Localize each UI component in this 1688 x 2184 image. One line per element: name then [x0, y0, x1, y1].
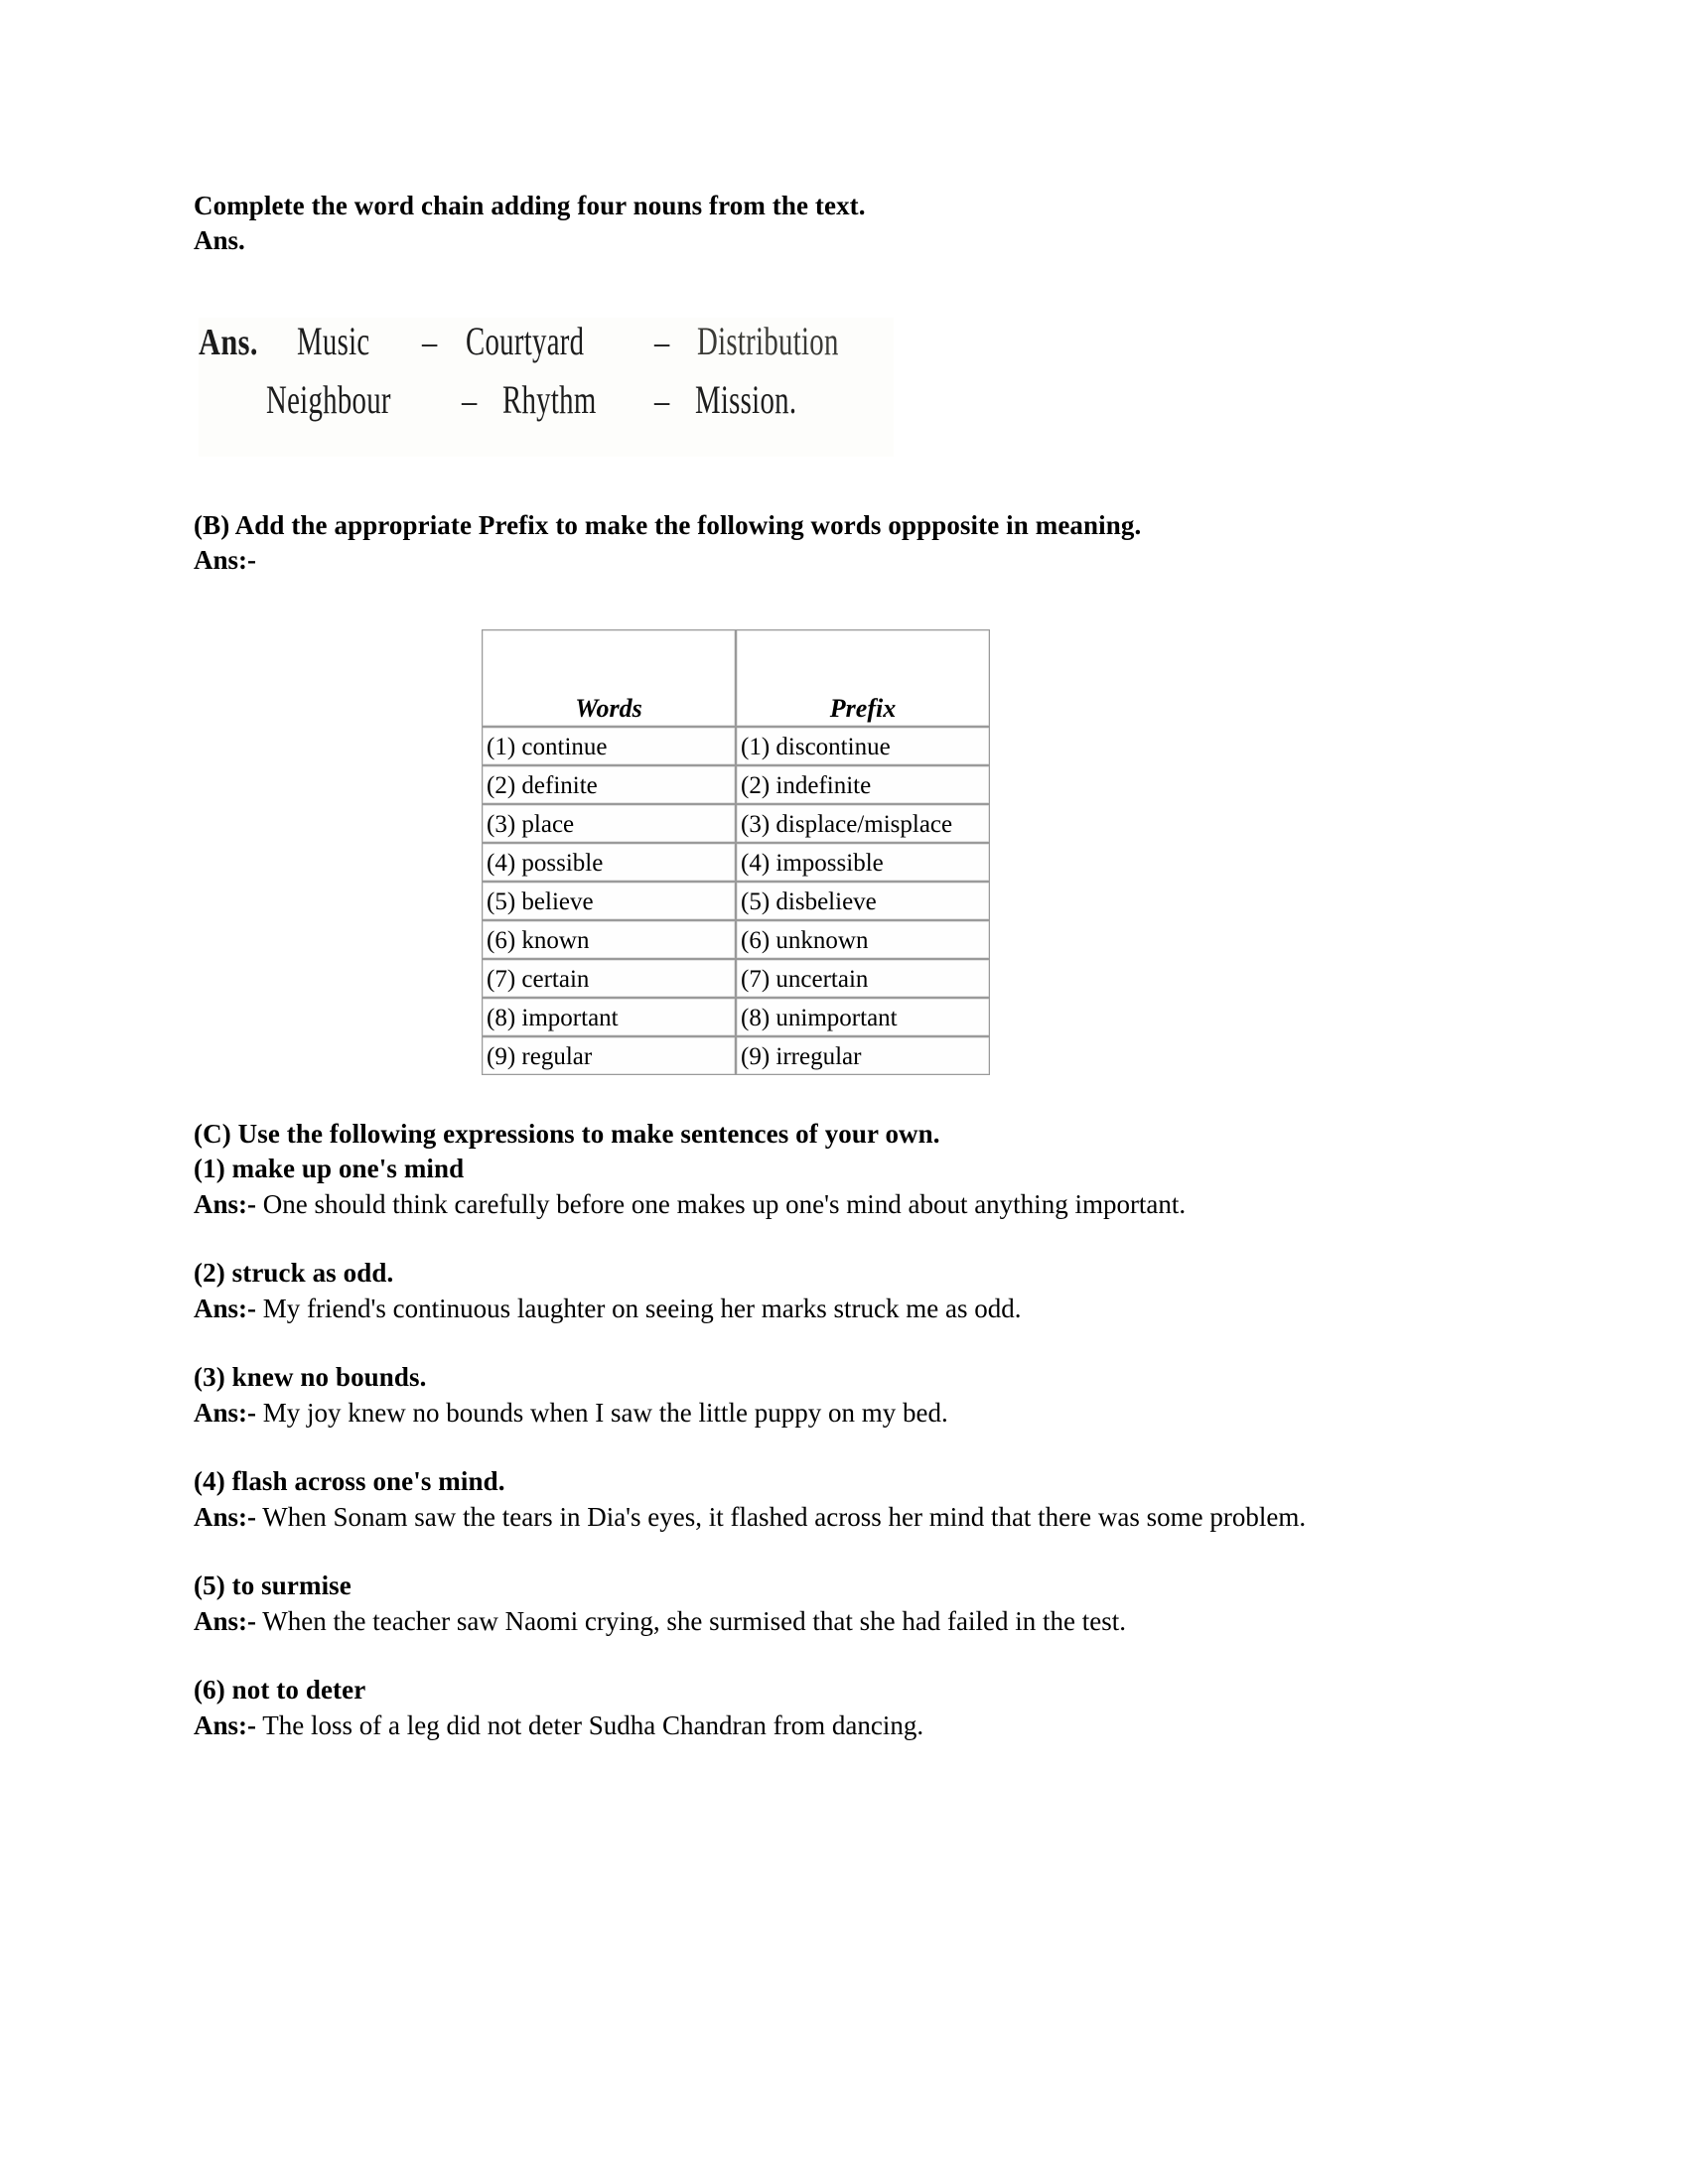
- column-header-prefix: Prefix: [736, 629, 990, 727]
- column-header-words: Words: [482, 629, 736, 727]
- section-c-heading: (C) Use the following expressions to make sentences of your own.: [194, 1119, 940, 1150]
- spacer: [194, 1639, 1484, 1673]
- scanned-answer-line-1: [199, 318, 894, 364]
- scan-separator-icon: –: [422, 322, 438, 364]
- table-row: [482, 959, 990, 998]
- expression-item: [194, 1569, 1484, 1639]
- table-row: [482, 920, 990, 959]
- prefix-table: [482, 629, 990, 1075]
- expression-answer: [194, 1396, 1484, 1432]
- section-c: [194, 1117, 1484, 1743]
- expression-answer: [194, 1500, 1484, 1536]
- cell-prefix: (6) unknown: [736, 920, 990, 959]
- ans-label: Ans:-: [194, 1293, 257, 1323]
- cell-prefix: (4) impossible: [736, 843, 990, 882]
- cell-prefix: (8) unimportant: [736, 998, 990, 1036]
- cell-word: (8) important: [482, 998, 736, 1036]
- section-b: [194, 508, 1484, 1075]
- cell-word: (5) believe: [482, 882, 736, 920]
- document-content: [194, 189, 1484, 1743]
- scanned-ans-label: Ans.: [199, 322, 258, 364]
- expression-item: [194, 1256, 1484, 1326]
- expression-prompt: (3) knew no bounds.: [194, 1362, 427, 1393]
- table-row: [482, 843, 990, 882]
- answer-text: One should think carefully before one makes up one's mind about anything important.: [262, 1188, 1187, 1219]
- ans-label: Ans:-: [194, 1188, 257, 1219]
- section-b-heading: (B) Add the appropriate Prefix to make the following words oppposite in meaning.: [194, 510, 1142, 541]
- spacer: [194, 1535, 1484, 1569]
- prefix-table-wrapper: [482, 629, 1484, 1075]
- scanned-noun-mission: Mission.: [695, 377, 797, 423]
- section-b-ans-label: Ans:-: [194, 545, 257, 576]
- section-a-question: Complete the word chain adding four nouns from the text.: [194, 191, 866, 220]
- expression-prompt: (2) struck as odd.: [194, 1258, 394, 1289]
- spacer: [194, 1431, 1484, 1464]
- expression-answer: [194, 1604, 1484, 1640]
- cell-word: (4) possible: [482, 843, 736, 882]
- scanned-noun-distribution: Distribution: [696, 319, 839, 364]
- scanned-noun-music: Music: [297, 319, 370, 364]
- expression-item: [194, 1464, 1484, 1535]
- expression-prompt: (5) to surmise: [194, 1570, 352, 1601]
- expression-answer: [194, 1292, 1484, 1327]
- table-row: [482, 804, 990, 843]
- table-header-row: [482, 629, 990, 727]
- scan-separator-icon: –: [653, 322, 669, 364]
- table-row: [482, 882, 990, 920]
- answer-text: The loss of a leg did not deter Sudha Chandran from dancing.: [262, 1709, 924, 1740]
- cell-prefix: (3) displace/misplace: [736, 804, 990, 843]
- cell-word: (3) place: [482, 804, 736, 843]
- cell-prefix: (2) indefinite: [736, 765, 990, 804]
- expression-prompt: (6) not to deter: [194, 1675, 366, 1706]
- table-row: [482, 998, 990, 1036]
- scan-separator-icon: –: [654, 380, 670, 423]
- scanned-noun-neighbour: Neighbour: [266, 377, 391, 423]
- ans-label: Ans:-: [194, 1397, 257, 1428]
- ans-label: Ans:-: [194, 1501, 257, 1532]
- expression-prompt: (4) flash across one's mind.: [194, 1466, 505, 1497]
- expression-prompt: (1) make up one's mind: [194, 1154, 465, 1184]
- answer-text: My friend's continuous laughter on seeing her marks struck me as odd.: [262, 1293, 1022, 1323]
- section-a: [194, 189, 1484, 457]
- cell-word: (6) known: [482, 920, 736, 959]
- answer-text: When the teacher saw Naomi crying, she surmised that she had failed in the test.: [262, 1605, 1127, 1636]
- scanned-noun-courtyard: Courtyard: [465, 319, 584, 364]
- section-a-ans-label: Ans.: [194, 225, 245, 256]
- scanned-answer-image: [199, 318, 894, 457]
- scan-separator-icon: –: [461, 380, 477, 423]
- expression-item: [194, 1673, 1484, 1743]
- answer-text: My joy knew no bounds when I saw the little puppy on my bed.: [262, 1397, 948, 1428]
- cell-prefix: (7) uncertain: [736, 959, 990, 998]
- cell-word: (2) definite: [482, 765, 736, 804]
- ans-label: Ans:-: [194, 1709, 257, 1740]
- spacer: [194, 1222, 1484, 1256]
- scanned-answer-line-2: [266, 376, 894, 423]
- prefix-table-body: [482, 727, 990, 1075]
- scanned-noun-rhythm: Rhythm: [501, 377, 597, 423]
- cell-word: (9) regular: [482, 1036, 736, 1075]
- table-row: [482, 727, 990, 765]
- answer-text: When Sonam saw the tears in Dia's eyes, it flashed across her mind that there was some problem.: [262, 1501, 1307, 1532]
- expression-answer: [194, 1187, 1484, 1223]
- table-row: [482, 765, 990, 804]
- prefix-table-head: [482, 629, 990, 727]
- expression-item: [194, 1152, 1484, 1222]
- expression-item: [194, 1360, 1484, 1431]
- ans-label: Ans:-: [194, 1605, 257, 1636]
- expression-answer: [194, 1708, 1484, 1744]
- table-row: [482, 1036, 990, 1075]
- cell-word: (7) certain: [482, 959, 736, 998]
- spacer: [194, 1326, 1484, 1360]
- cell-word: (1) continue: [482, 727, 736, 765]
- cell-prefix: (9) irregular: [736, 1036, 990, 1075]
- cell-prefix: (5) disbelieve: [736, 882, 990, 920]
- cell-prefix: (1) discontinue: [736, 727, 990, 765]
